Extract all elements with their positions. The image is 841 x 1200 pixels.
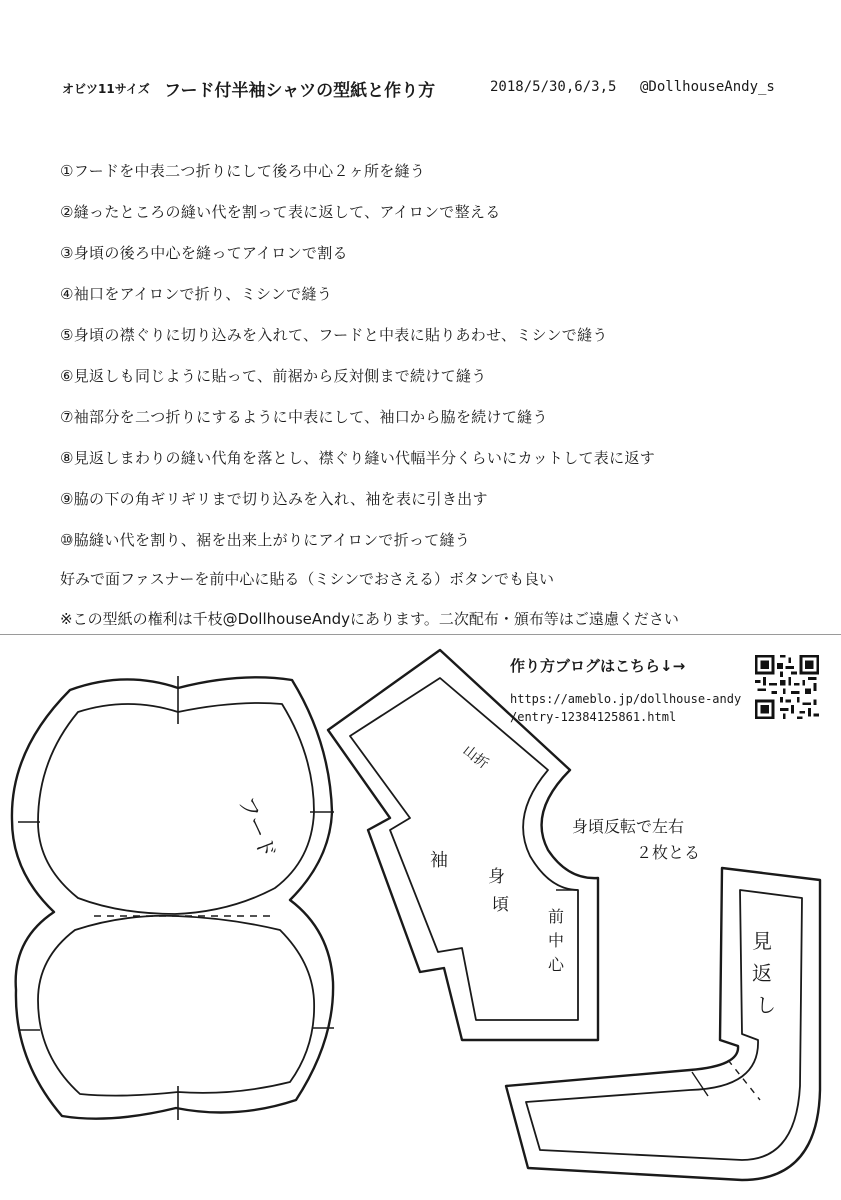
author-handle: @DollhouseAndy_s [640,79,775,95]
instruction-step: ④袖口をアイロンで折り、ミシンで縫う [60,285,333,303]
fold-divider [0,634,841,635]
sleeve-label: 袖 [430,850,448,871]
blog-url-line-2[interactable]: /entry-12384125861.html [510,710,677,724]
instruction-step: ③身頃の後ろ中心を縫ってアイロンで割る [60,244,348,262]
header [0,78,841,106]
instruction-step: ①フードを中表二つ折りにして後ろ中心２ヶ所を縫う [60,162,426,180]
front-center-label-1: 前 [548,907,565,926]
front-center-label-3: 心 [548,955,565,974]
instruction-step: ⑧見返しまわりの縫い代角を落とし、襟ぐり縫い代幅半分くらいにカットして表に返す [60,449,656,467]
blog-url-line-1[interactable]: https://ameblo.jp/dollhouse-andy [510,692,742,706]
blog-link-label: 作り方ブログはこちら↓→ [510,657,686,675]
hood-pattern-piece [12,676,334,1120]
extra-note: 好みで面ファスナーを前中心に貼る（ミシンでおさえる）ボタンでも良い [60,570,555,588]
copyright-notice: ※この型紙の権利は千枝@DollhouseAndyにあります。二次配布・頒布等はご遠慮ください [60,610,679,628]
instruction-step: ⑤身頃の襟ぐりに切り込みを入れて、フードと中表に貼りあわせ、ミシンで縫う [60,326,608,344]
bodice-label-1: 身 [488,867,505,887]
page-title: フード付半袖シャツの型紙と作り方 [164,81,436,101]
instruction-step: ⑨脇の下の角ギリギリまで切り込みを入れ、袖を表に引き出す [60,490,488,508]
front-center-label-2: 中 [548,931,565,950]
fold-line-label: 山折 [459,742,492,773]
facing-label-1: 見 [752,929,772,953]
instruction-step: ②縫ったところの縫い代を割って表に返して、アイロンで整える [60,203,501,221]
facing-label-2: 返 [752,961,772,985]
instruction-step: ⑩脇縫い代を割り、裾を出来上がりにアイロンで折って縫う [60,531,471,549]
facing-label-3: し [756,993,776,1017]
bodice-pattern-piece [328,650,598,1040]
mirror-note-line-1: 身頃反転で左右 [572,817,685,836]
instruction-step: ⑦袖部分を二つ折りにするように中表にして、袖口から脇を続けて縫う [60,408,548,426]
bodice-label-2: 頃 [492,895,509,915]
mirror-note-line-2: ２枚とる [636,843,701,862]
hood-label: フード [232,792,281,863]
instruction-step: ⑥見返しも同じように貼って、前裾から反対側まで続けて縫う [60,367,487,385]
sewing-pattern-pieces [0,640,841,1200]
dates-label: 2018/5/30,6/3,5 [490,79,617,95]
title-size-label: オビツ11サイズ [62,82,150,96]
